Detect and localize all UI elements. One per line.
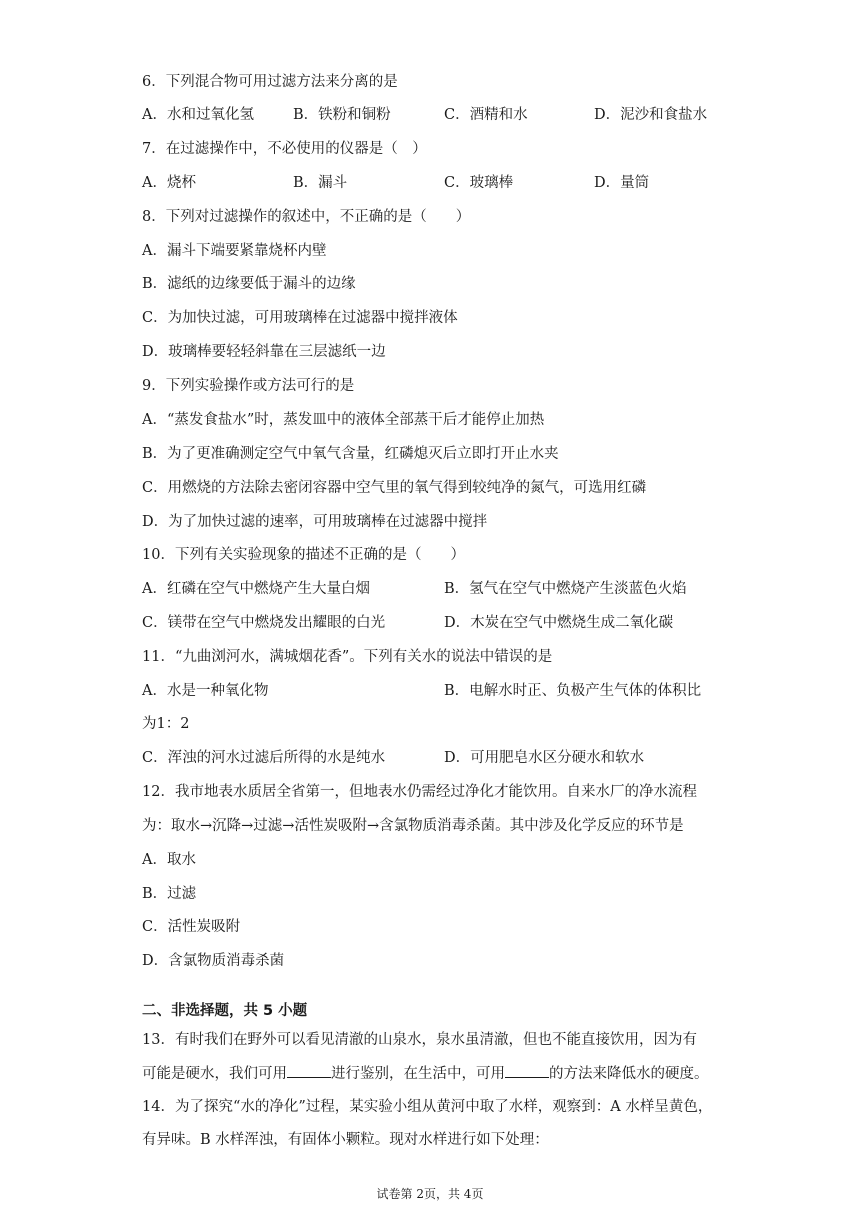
q13-blank-2[interactable] (505, 1063, 549, 1078)
q7-option-d: D．量筒 (594, 175, 650, 191)
q11-option-c: C．浑浊的河水过滤后所得的水是纯水 (142, 750, 386, 766)
q10-option-b: B．氢气在空气中燃烧产生淡蓝色火焰 (444, 581, 687, 597)
q12-option-b: B．过滤 (142, 886, 197, 902)
q7-option-a: A．烧杯 (142, 175, 196, 191)
q6-option-c: C．酒精和水 (444, 107, 528, 123)
q10-option-c: C．镁带在空气中燃烧发出耀眼的白光 (142, 615, 386, 631)
q9-stem: 9．下列实验操作或方法可行的是 (142, 378, 355, 394)
q11-option-d: D．可用肥皂水区分硬水和软水 (444, 750, 645, 766)
q13-text-part3: 的方法来降低水的硬度。 (549, 1066, 709, 1082)
page-footer: 试卷第 2页，共 4页 (376, 1187, 484, 1201)
q9-option-c: C．用燃烧的方法除去密闭容器中空气里的氧气得到较纯净的氮气，可选用红磷 (142, 480, 647, 496)
q13-text-part2: 进行鉴别，在生活中，可用 (331, 1066, 505, 1082)
q12-option-c: C．活性炭吸附 (142, 919, 241, 935)
q12-option-d: D．含氯物质消毒杀菌 (142, 953, 285, 969)
q8-stem: 8．下列对过滤操作的叙述中，不正确的是（ ） (142, 209, 471, 225)
q13-line2 (142, 1063, 709, 1084)
q7-option-b: B．漏斗 (293, 175, 348, 191)
q8-option-d: D．玻璃棒要轻轻斜靠在三层滤纸一边 (142, 344, 386, 360)
q13-line1: 13．有时我们在野外可以看见清澈的山泉水，泉水虽清澈，但也不能直接饮用，因为有 (142, 1032, 697, 1048)
q7-stem: 7．在过滤操作中，不必使用的仪器是（ ） (142, 141, 427, 157)
q9-option-d: D．为了加快过滤的速率，可用玻璃棒在过滤器中搅拌 (142, 514, 488, 530)
q7-option-c: C．玻璃棒 (444, 175, 514, 191)
q6-option-d: D．泥沙和食盐水 (594, 107, 708, 123)
q12-stem-line2: 为：取水→沉降→过滤→活性炭吸附→含氯物质消毒杀菌。其中涉及化学反应的环节是 (142, 818, 684, 834)
q8-option-c: C．为加快过滤，可用玻璃棒在过滤器中搅拌液体 (142, 310, 458, 326)
q12-stem-line1: 12．我市地表水质居全省第一，但地表水仍需经过净化才能饮用。自来水厂的净水流程 (142, 784, 697, 800)
q11-option-a: A．水是一种氧化物 (142, 683, 269, 699)
q12-option-a: A．取水 (142, 852, 196, 868)
q14-line1: 14．为了探究“水的净化”过程，某实验小组从黄河中取了水样，观察到：A 水样呈黄色， (142, 1099, 713, 1115)
q11-option-b-continued: 为1：2 (142, 716, 190, 732)
q9-option-b: B．为了更准确测定空气中氧气含量，红磷熄灭后立即打开止水夹 (142, 446, 559, 462)
q9-option-a: A．“蒸发食盐水”时，蒸发皿中的液体全部蒸干后才能停止加热 (142, 412, 545, 428)
q10-option-d: D．木炭在空气中燃烧生成二氧化碳 (444, 615, 674, 631)
q11-option-b: B．电解水时正、负极产生气体的体积比 (444, 683, 702, 699)
q11-stem: 11．“九曲浏河水，满城烟花香”。下列有关水的说法中错误的是 (142, 649, 553, 665)
q6-option-a: A．水和过氧化氢 (142, 107, 254, 123)
q8-option-b: B．滤纸的边缘要低于漏斗的边缘 (142, 276, 356, 292)
q10-stem: 10．下列有关实验现象的描述不正确的是（ ） (142, 547, 465, 563)
q6-option-b: B．铁粉和铜粉 (293, 107, 391, 123)
q6-stem: 6．下列混合物可用过滤方法来分离的是 (142, 74, 398, 90)
q13-text-part1: 可能是硬水，我们可用 (142, 1066, 287, 1082)
q14-line2: 有异味。B 水样浑浊，有固体小颗粒。现对水样进行如下处理： (142, 1132, 549, 1148)
q8-option-a: A．漏斗下端要紧靠烧杯内壁 (142, 243, 327, 259)
q13-blank-1[interactable] (287, 1063, 331, 1078)
q10-option-a: A．红磷在空气中燃烧产生大量白烟 (142, 581, 370, 597)
section-heading: 二、非选择题，共 5 小题 (142, 1003, 308, 1019)
